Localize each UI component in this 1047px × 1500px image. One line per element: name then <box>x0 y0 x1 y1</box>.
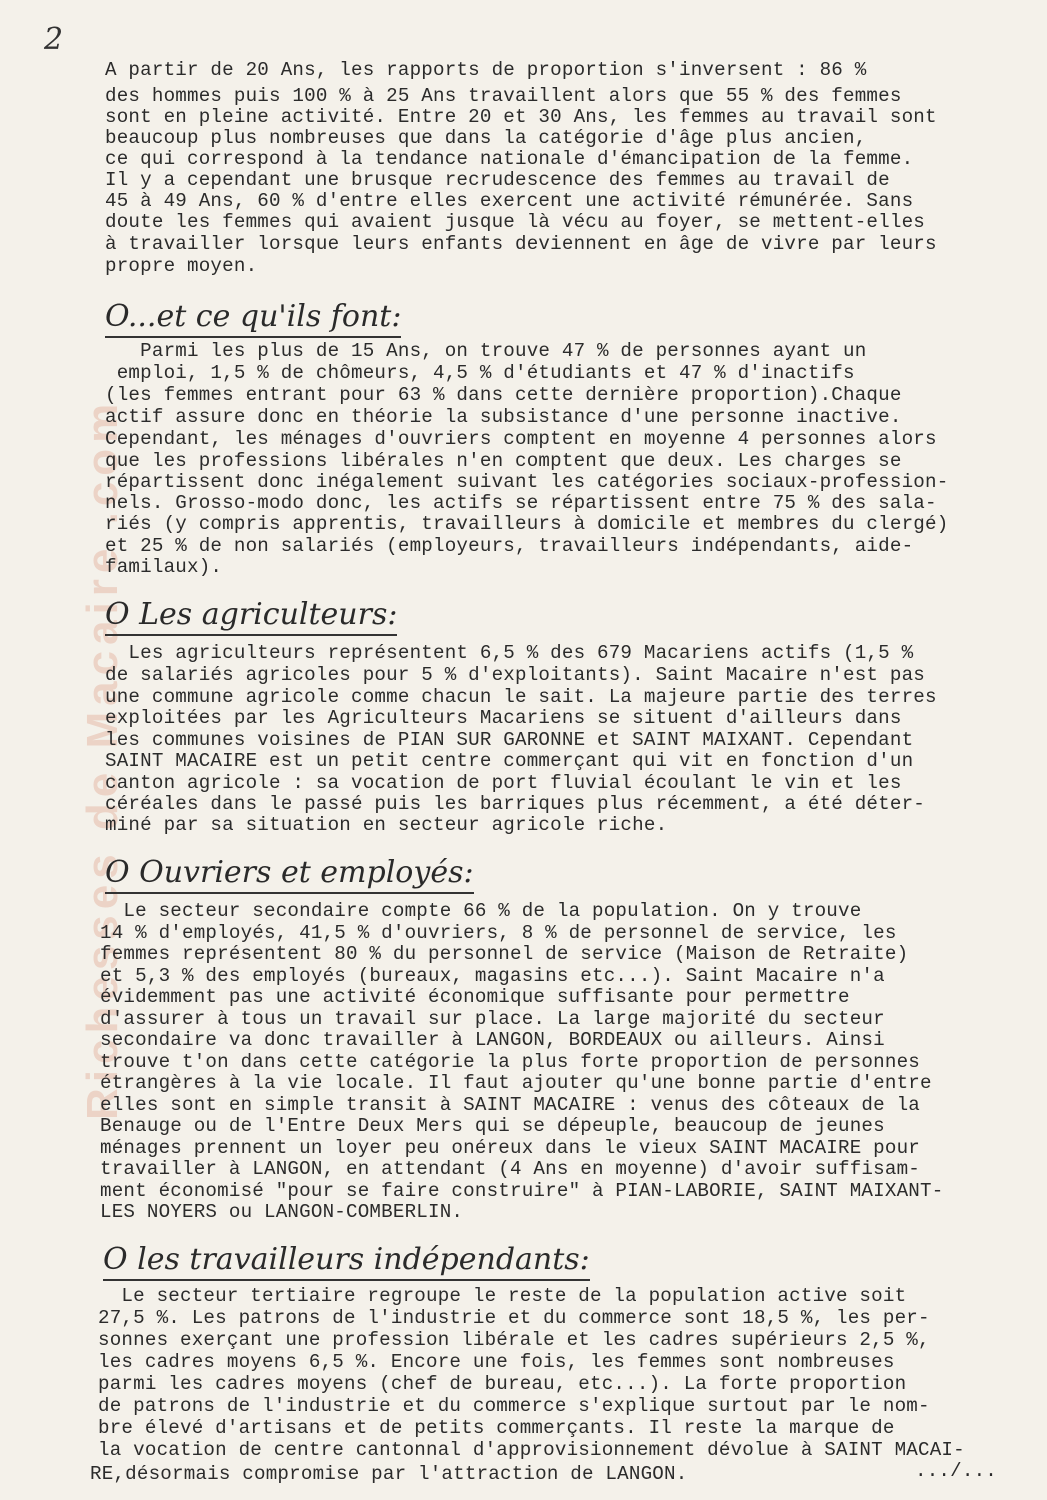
text-line: elles sont en simple transit à SAINT MACAIRE : venus des côteaux de la <box>100 1094 921 1116</box>
page-number: 2 <box>44 22 64 57</box>
text-line: bre élevé d'artisans et de petits commerçants. Il reste la marque de <box>98 1417 895 1439</box>
section-heading: O...et ce qu'ils font: <box>105 300 401 338</box>
text-line: d'assurer à tous un travail sur place. La large majorité du secteur <box>100 1008 885 1030</box>
text-line: miné par sa situation en secteur agricole riche. <box>105 814 668 836</box>
text-line: les cadres moyens 6,5 %. Encore une fois, les femmes sont nombreuses <box>98 1351 895 1373</box>
text-line: Parmi les plus de 15 Ans, on trouve 47 % de personnes ayant un <box>105 340 867 362</box>
text-line: de patrons de l'industrie et du commerce s'explique surtout par le nom- <box>98 1395 930 1417</box>
text-line: les communes voisines de PIAN SUR GARONNE et SAINT MAIXANT. Cependant <box>105 729 914 751</box>
text-line: sonnes exerçant une profession libérale et les cadres supérieurs 2,5 %, <box>98 1329 930 1351</box>
text-line: LES NOYERS ou LANGON-COMBERLIN. <box>100 1201 464 1223</box>
text-line: Le secteur tertiaire regroupe le reste de la population active soit <box>98 1285 907 1307</box>
text-line: et 5,3 % des employés (bureaux, magasins etc...). Saint Macaire n'a <box>100 965 885 987</box>
text-line: céréales dans le passé puis les barriques plus récemment, a été déter- <box>105 793 926 815</box>
text-line: Le secteur secondaire compte 66 % de la population. On y trouve <box>100 900 862 922</box>
text-line: et 25 % de non salariés (employeurs, travailleurs indépendants, aide- <box>105 535 914 557</box>
text-line: ménages prennent un loyer peu onéreux dans le vieux SAINT MACAIRE pour <box>100 1137 921 1159</box>
text-line: Benauge ou de l'Entre Deux Mers qui se dépeuple, beaucoup de jeunes <box>100 1115 885 1137</box>
section-heading: O Les agriculteurs: <box>105 598 397 636</box>
text-line: beaucoup plus nombreuses que dans la catégorie d'âge plus ancien, <box>105 127 867 149</box>
text-line: sont en pleine activité. Entre 20 et 30 Ans, les femmes au travail sont <box>105 106 937 128</box>
text-line: actif assure donc en théorie la subsistance d'une personne inactive. <box>105 406 902 428</box>
text-line: riés (y compris apprentis, travailleurs à domicile et membres du clergé) <box>105 513 949 535</box>
text-line: ment économisé "pour se faire construire" à PIAN-LABORIE, SAINT MAIXANT- <box>100 1180 944 1202</box>
text-line: RE,désormais compromise par l'attraction de LANGON. <box>90 1463 688 1485</box>
text-line: femmes représentent 80 % du personnel de service (Maison de Retraite) <box>100 943 909 965</box>
section-heading: O Ouvriers et employés: <box>105 856 474 894</box>
continuation-mark: .../... <box>915 1460 998 1482</box>
text-line: étrangères à la vie locale. Il faut ajouter qu'une bonne partie d'entre <box>100 1072 932 1094</box>
text-line: emploi, 1,5 % de chômeurs, 4,5 % d'étudiants et 47 % d'inactifs <box>105 362 855 384</box>
text-line: de salariés agricoles pour 5 % d'exploitants). Saint Macaire n'est pas <box>105 664 926 686</box>
text-line: travailler à LANGON, en attendant (4 Ans en moyenne) d'avoir suffisam- <box>100 1158 921 1180</box>
text-line: trouve t'on dans cette catégorie la plus forte proportion de personnes <box>100 1051 921 1073</box>
text-line: doute les femmes qui avaient jusque là vécu au foyer, se mettent-elles <box>105 211 926 233</box>
text-line: A partir de 20 Ans, les rapports de proportion s'inversent : 86 % <box>105 59 867 81</box>
text-line: 14 % d'employés, 41,5 % d'ouvriers, 8 % de personnel de service, les <box>100 922 897 944</box>
text-line: des hommes puis 100 % à 25 Ans travaillent alors que 55 % des femmes <box>105 85 902 107</box>
text-line: familaux). <box>105 556 223 578</box>
section-heading: O les travailleurs indépendants: <box>103 1243 590 1281</box>
text-line: à travailler lorsque leurs enfants deviennent en âge de vivre par leurs <box>105 233 937 255</box>
text-line: propre moyen. <box>105 255 258 277</box>
text-line: SAINT MACAIRE est un petit centre commerçant qui vit en fonction d'un <box>105 750 914 772</box>
text-line: ce qui correspond à la tendance nationale d'émancipation de la femme. <box>105 148 914 170</box>
text-line: évidemment pas une activité économique suffisante pour permettre <box>100 986 850 1008</box>
text-line: que les professions libérales n'en comptent que deux. Les charges se <box>105 450 902 472</box>
text-line: Les agriculteurs représentent 6,5 % des 679 Macariens actifs (1,5 % <box>105 642 914 664</box>
watermark: Richesses de Macaire .com <box>78 397 127 1120</box>
text-line: exploitées par les Agriculteurs Macariens se situent d'ailleurs dans <box>105 707 902 729</box>
text-line: 27,5 %. Les patrons de l'industrie et du commerce sont 18,5 %, les per- <box>98 1307 930 1329</box>
text-line: nels. Grosso-modo donc, les actifs se répartissent entre 75 % des sala- <box>105 492 937 514</box>
text-line: une commune agricole comme chacun le sait. La majeure partie des terres <box>105 686 937 708</box>
text-line: la vocation de centre cantonnal d'approvisionnement dévolue à SAINT MACAI- <box>98 1439 965 1461</box>
text-line: canton agricole : sa vocation de port fluvial écoulant le vin et les <box>105 772 902 794</box>
text-line: Il y a cependant une brusque recrudescence des femmes au travail de <box>105 169 890 191</box>
text-line: 45 à 49 Ans, 60 % d'entre elles exercent une activité rémunérée. Sans <box>105 190 914 212</box>
text-line: parmi les cadres moyens (chef de bureau, etc...). La forte proportion <box>98 1373 907 1395</box>
text-line: répartissent donc inégalement suivant les catégories sociaux-profession- <box>105 471 949 493</box>
text-line: (les femmes entrant pour 63 % dans cette dernière proportion).Chaque <box>105 384 902 406</box>
text-line: Cependant, les ménages d'ouvriers comptent en moyenne 4 personnes alors <box>105 428 937 450</box>
text-line: secondaire va donc travailler à LANGON, BORDEAUX ou ailleurs. Ainsi <box>100 1029 885 1051</box>
